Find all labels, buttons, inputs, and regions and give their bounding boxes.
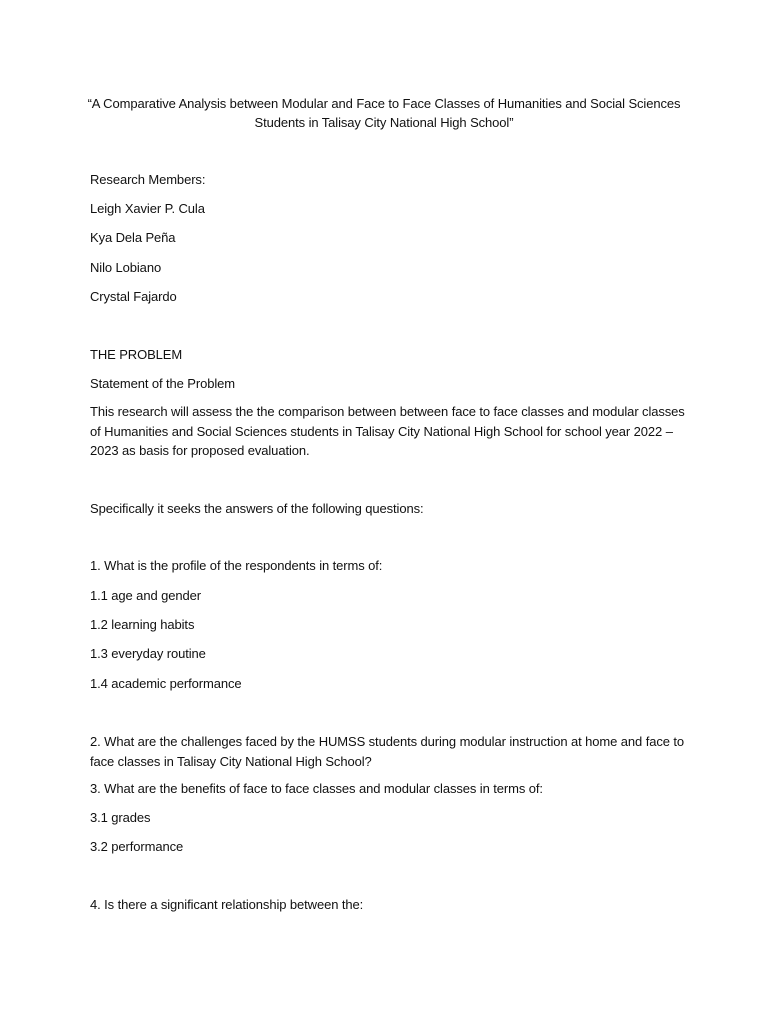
member-name: Kya Dela Peña	[90, 230, 176, 245]
question-2: 2. What are the challenges faced by the HUMSS students during modular instruction at home and face to face classes in Talisay City National High School?	[90, 734, 685, 769]
specifically-text: Specifically it seeks the answers of the following questions:	[90, 501, 424, 516]
members-heading: Research Members:	[90, 172, 206, 187]
question-3-item: 3.2 performance	[90, 839, 184, 854]
question-3: 3. What are the benefits of face to face classes and modular classes in terms of:	[90, 781, 543, 796]
statement-paragraph: This research will assess the the comparison between between face to face classes and modular classes of Humanities and Social Sciences students in Talisay City National High School for school year 2022 – 2023 as basis for proposed evaluation.	[90, 404, 685, 458]
question-1: 1. What is the profile of the respondents in terms of:	[90, 558, 383, 573]
member-name: Crystal Fajardo	[90, 289, 177, 304]
question-1-item: 1.1 age and gender	[90, 588, 201, 603]
problem-heading: THE PROBLEM	[90, 347, 183, 362]
question-3-item: 3.1 grades	[90, 810, 151, 825]
question-1-item: 1.3 everyday routine	[90, 646, 206, 661]
member-name: Leigh Xavier P. Cula	[90, 201, 205, 216]
question-1-item: 1.2 learning habits	[90, 617, 195, 632]
document-title: “A Comparative Analysis between Modular and Face to Face Classes of Humanities and Social Sciences Students in Talisay City National High School”	[87, 96, 681, 130]
member-name: Nilo Lobiano	[90, 260, 162, 275]
question-1-item: 1.4 academic performance	[90, 676, 242, 691]
statement-heading: Statement of the Problem	[90, 376, 236, 391]
question-4: 4. Is there a significant relationship between the:	[90, 897, 364, 912]
